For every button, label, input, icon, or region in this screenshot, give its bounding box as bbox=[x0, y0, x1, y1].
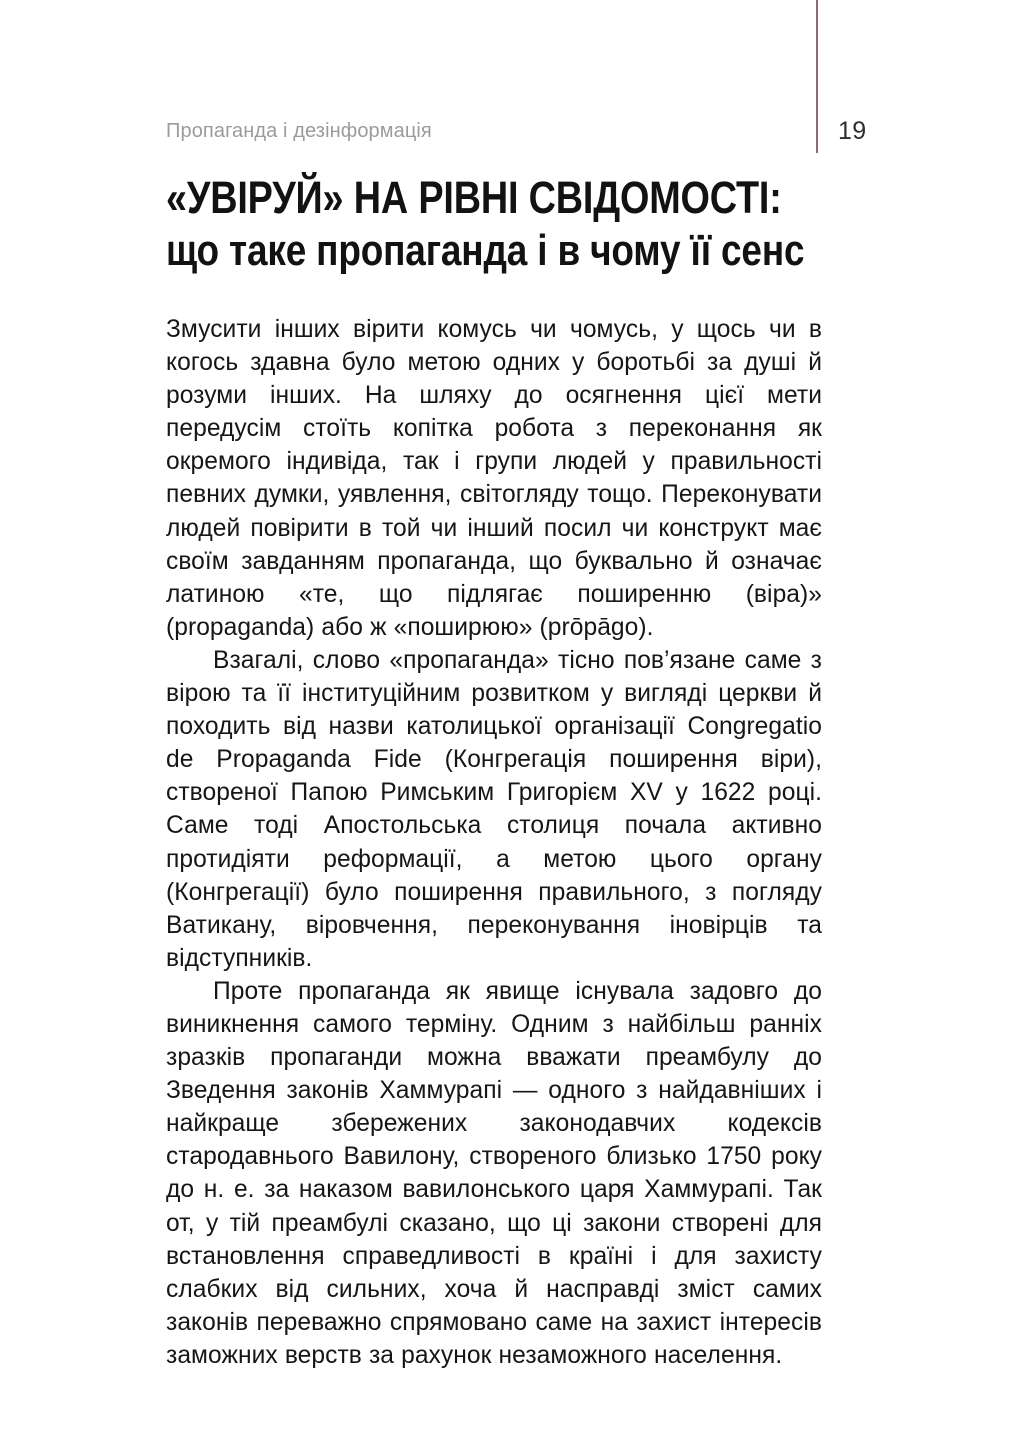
body-paragraph: Взагалі, слово «пропаганда» тісно пов’язане саме з вірою та її інституційним розвитком у вигляді церкви й походить від назви католицької організації Congregatio de Propaganda Fide (Конгрегація поширення віри), створеної Папою Римським Григорієм XV у 1622 році. Саме тоді Апостольська столиця почала активно протидіяти реформації, а метою цього органу (Конгрегації) було поширення правильного, з погляду Ватикану, віровчення, переконування іновірців та відступників. bbox=[166, 646, 822, 972]
page-number: 19 bbox=[838, 117, 867, 145]
header-vertical-rule bbox=[816, 0, 818, 153]
chapter-title-line-2: що таке пропаганда і в чому її сенс bbox=[166, 226, 805, 275]
chapter-title-block bbox=[166, 171, 866, 277]
body-text-column bbox=[166, 313, 822, 1372]
body-paragraph: Змусити інших вірити комусь чи чомусь, у щось чи в когось здавна було метою одних у боротьбі за душі й розуми інших. На шляху до осягнення цієї мети передусім стоїть копітка робота з переконання як окремого індивіда, так і групи людей у правильності певних думки, уявлення, світогляду тощо. Переконувати людей повірити в той чи інший посил чи конструкт має своїм завданням пропаганда, що буквально й означає латиною «те, що підлягає поширенню (віра)» (propaganda) або ж «поширюю» (prōpāgo). bbox=[166, 316, 822, 641]
body-paragraph: Проте пропаганда як явище існувала задовго до виникнення самого терміну. Одним з найбільш ранніх зразків пропаганди можна вважати преамбулу до Зведення законів Хаммурапі — одного з найдавніших і найкраще збережених законодавчих кодексів стародавнього Вавилону, створеного близько 1750 року до н. е. за наказом вавилонського царя Хаммурапі. Так от, у тій преамбулі сказано, що ці закони створені для встановлення справедливості в країні і для захисту слабких від сильних, хоча й насправді зміст самих законів переважно спрямовано саме на захист інтересів заможних верств за рахунок незаможного населення. bbox=[166, 977, 822, 1369]
running-head: Пропаганда і дезінформація bbox=[166, 120, 432, 142]
chapter-title-line-1: «УВІРУЙ» НА РІВНІ СВІДОМОСТІ: bbox=[166, 172, 782, 223]
